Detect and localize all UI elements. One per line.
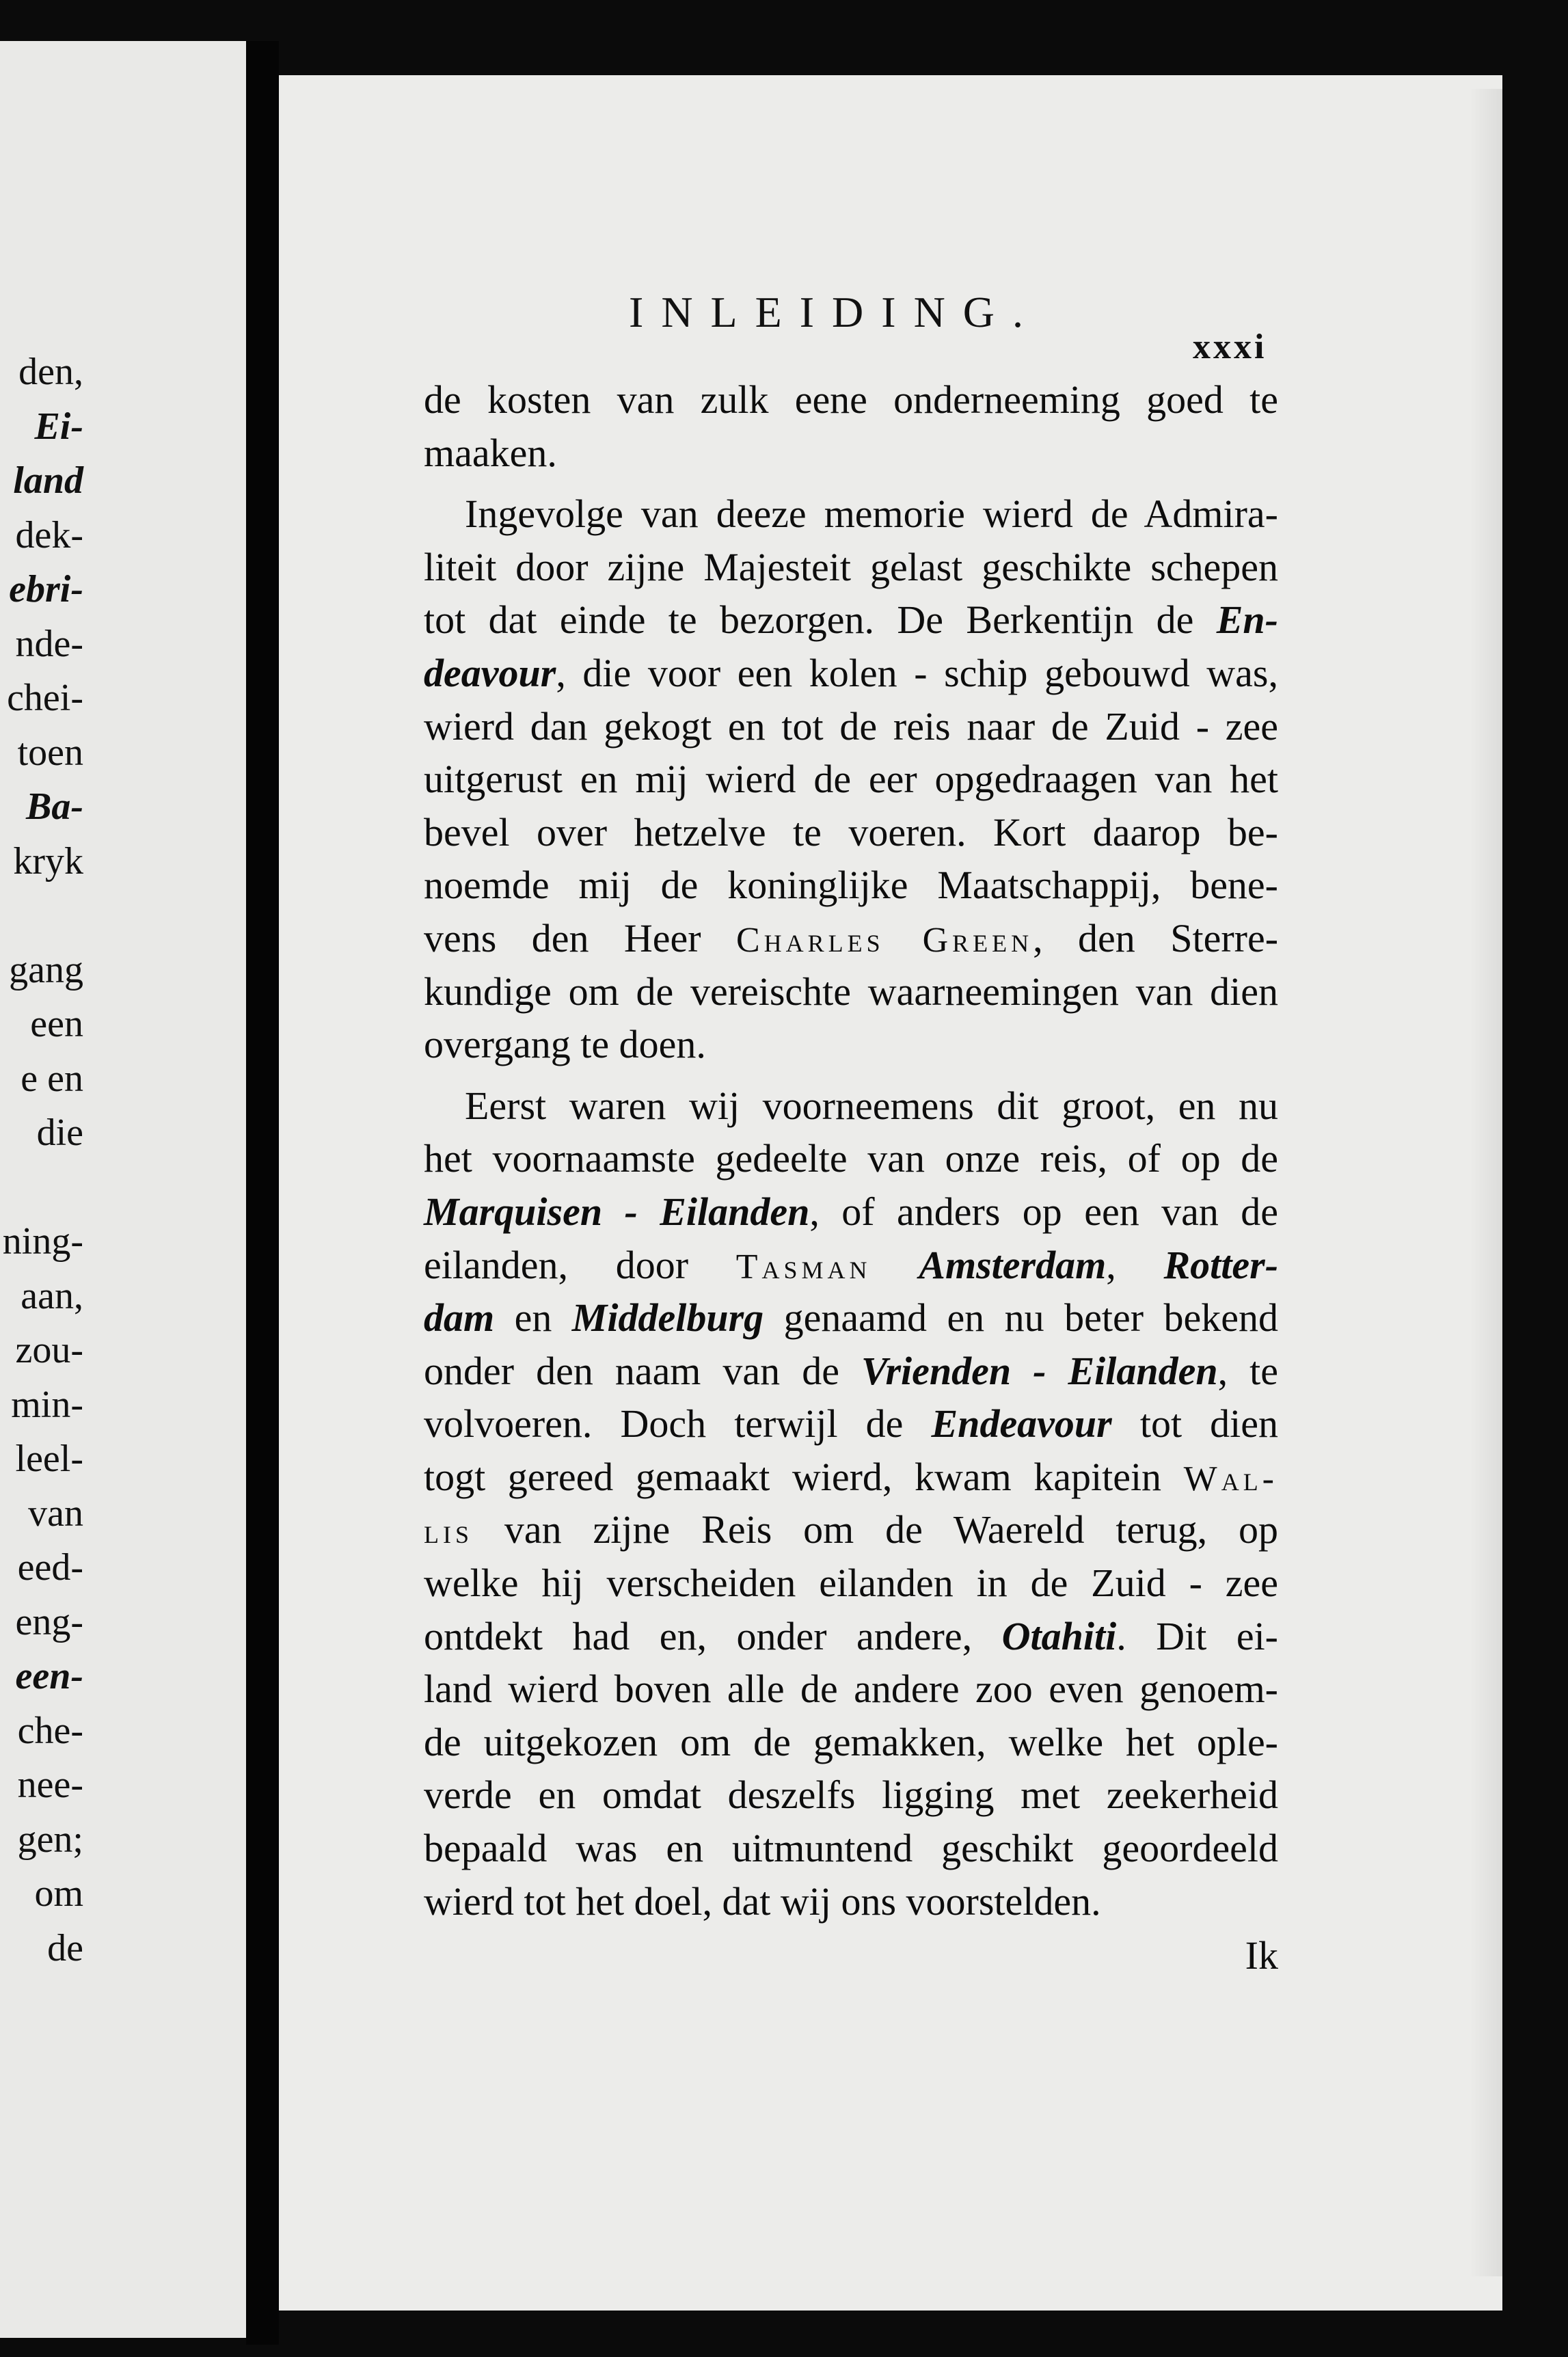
italic-name: Marquisen - Eilanden <box>424 1189 810 1234</box>
text-line <box>424 1132 1278 1185</box>
small-caps-name: Charles Green <box>735 920 1033 960</box>
left-fragment: min- <box>11 1383 83 1426</box>
text-line <box>424 1291 1278 1345</box>
left-page-text-fragments <box>0 345 246 1976</box>
text-line <box>424 700 1278 753</box>
text-run: en <box>494 1295 572 1341</box>
text-run: tot dat einde te bezorgen. De Berkentijn de <box>424 597 1217 643</box>
italic-name: Otahiti <box>1001 1613 1117 1658</box>
text-line <box>424 593 1278 647</box>
text-run: verde en omdat deszelfs ligging met zeekerheid <box>424 1773 1278 1818</box>
left-fragment: nee- <box>17 1764 83 1806</box>
text-run: tot dien <box>1111 1401 1279 1446</box>
text-run: liteit door zijne Majesteit gelast geschikte schepen <box>424 544 1278 589</box>
italic-name: Rotter- <box>1163 1242 1279 1287</box>
text-line <box>424 487 1278 541</box>
left-fragment: om <box>34 1872 83 1915</box>
text-line <box>424 1822 1278 1875</box>
italic-name: Vrienden - Eilanden <box>861 1348 1218 1393</box>
text-line <box>424 647 1278 700</box>
text-run: , of anders op een van de <box>809 1189 1278 1234</box>
left-fragment: die <box>36 1112 83 1154</box>
text-run: ontdekt had en, onder andere, <box>424 1613 1002 1658</box>
text-line <box>424 1185 1278 1239</box>
text-run: , die voor een kolen - schip gebouwd was, <box>556 650 1278 695</box>
text-line <box>424 427 1278 480</box>
text-run: wierd tot het doel, dat wij ons voorstelden. <box>424 1878 1101 1924</box>
text-run: uitgerust en mij wierd de eer opgedraagen van het <box>424 757 1278 802</box>
text-line <box>424 1875 1278 1928</box>
italic-name: dam <box>424 1295 495 1341</box>
italic-name: En- <box>1216 597 1278 643</box>
text-run: , <box>1106 1242 1164 1287</box>
text-run: het voornaamste gedeelte van onze reis, of op de <box>424 1136 1278 1181</box>
text-run: land wierd boven alle de andere zoo even genoem- <box>424 1667 1278 1712</box>
running-head: INLEIDING. <box>629 288 1041 336</box>
left-fragment: de <box>47 1926 83 1969</box>
left-fragment: een <box>30 1003 83 1045</box>
left-fragment: gang <box>9 948 83 991</box>
italic-name: deavour <box>424 650 556 695</box>
text-line <box>424 1079 1278 1133</box>
italic-name: Endeavour <box>931 1401 1112 1446</box>
left-fragment: van <box>28 1492 83 1535</box>
text-run: maaken. <box>424 430 557 475</box>
left-fragment: gen; <box>17 1818 83 1861</box>
left-fragment: zou- <box>15 1329 83 1371</box>
left-fragment <box>0 1161 246 1215</box>
left-fragment: aan, <box>21 1274 83 1317</box>
left-fragment: land <box>13 459 83 502</box>
text-run: eilanden, door <box>424 1242 736 1287</box>
text-line <box>424 806 1278 859</box>
left-fragment: Ba- <box>26 785 83 828</box>
text-line <box>424 1451 1278 1504</box>
page-number: xxxi <box>1193 327 1267 366</box>
text-line <box>424 753 1278 806</box>
left-fragment: dek- <box>15 513 83 556</box>
text-run: , te <box>1217 1348 1279 1393</box>
text-line <box>424 1557 1278 1610</box>
left-fragment <box>0 889 246 943</box>
left-fragment: den, <box>18 351 83 393</box>
text-line <box>424 1345 1278 1398</box>
text-run: overgang te doen. <box>424 1022 706 1067</box>
left-fragment: che- <box>17 1709 83 1752</box>
left-fragment: leel- <box>15 1438 83 1480</box>
text-run <box>871 1243 919 1287</box>
text-line <box>424 1239 1278 1292</box>
text-line <box>424 1768 1278 1822</box>
small-caps-name: Wal- <box>1183 1459 1278 1498</box>
left-fragment: ning- <box>2 1220 83 1263</box>
small-caps-name: Tasman <box>735 1247 871 1287</box>
left-fragment: e en <box>21 1057 83 1100</box>
text-run: noemde mij de koninglijke Maatschappij, bene- <box>424 863 1278 908</box>
left-fragment: nde- <box>15 622 83 665</box>
text-line <box>424 1018 1278 1071</box>
text-run: de kosten van zulk eene onderneeming goed te <box>424 377 1278 422</box>
text-line <box>424 1397 1278 1451</box>
text-run: Ingevolge van deeze memorie wierd de Admira- <box>465 491 1278 537</box>
left-fragment: ebri- <box>9 568 83 610</box>
text-line <box>424 1503 1278 1557</box>
text-line <box>424 541 1278 594</box>
text-line <box>424 912 1278 965</box>
text-run: onder den naam van de <box>424 1348 861 1393</box>
text-run: vens den Heer <box>424 915 736 960</box>
catchword: Ik <box>1245 1933 1278 1978</box>
left-fragment: chei- <box>7 677 83 719</box>
italic-name: Amsterdam <box>919 1242 1107 1287</box>
text-line <box>424 1662 1278 1716</box>
text-run: . Dit ei- <box>1116 1613 1278 1658</box>
text-run: togt gereed gemaakt wierd, kwam kapitein <box>424 1454 1184 1499</box>
text-run: volvoeren. Doch terwijl de <box>424 1401 932 1446</box>
text-run: , den Sterre- <box>1033 915 1279 960</box>
text-line <box>424 373 1278 427</box>
text-run: bevel over hetzelve te voeren. Kort daarop be- <box>424 809 1278 854</box>
body-text <box>424 373 1278 1982</box>
left-fragment: eng- <box>15 1600 83 1643</box>
text-run: wierd dan gekogt en tot de reis naar de Zuid - zee <box>424 703 1278 749</box>
text-run: bepaald was en uitmuntend geschikt geoordeeld <box>424 1826 1278 1871</box>
text-line <box>424 1610 1278 1663</box>
text-line <box>424 1716 1278 1769</box>
book-spine <box>246 41 279 2345</box>
left-fragment: kryk <box>13 839 83 883</box>
text-line <box>424 859 1278 912</box>
text-run: welke hij verscheiden eilanden in de Zuid - zee <box>424 1561 1278 1606</box>
italic-name: Middelburg <box>571 1295 764 1341</box>
left-fragment: een- <box>15 1655 83 1697</box>
page-edge-shadow <box>1470 89 1502 2276</box>
text-run: genaamd en nu beter bekend <box>763 1295 1278 1341</box>
left-fragment: toen <box>17 731 83 774</box>
text-run: kundige om de vereischte waarneemingen van dien <box>424 969 1278 1014</box>
text-run: van zijne Reis om de Waereld terug, op <box>473 1507 1278 1552</box>
text-run: Eerst waren wij voorneemens dit groot, en nu <box>465 1083 1278 1128</box>
left-fragment: Ei- <box>34 405 83 448</box>
small-caps-name: lis <box>424 1512 473 1552</box>
text-run: de uitgekozen om de gemakken, welke het ople- <box>424 1719 1278 1764</box>
text-line <box>424 965 1278 1019</box>
left-fragment: eed- <box>17 1546 83 1589</box>
